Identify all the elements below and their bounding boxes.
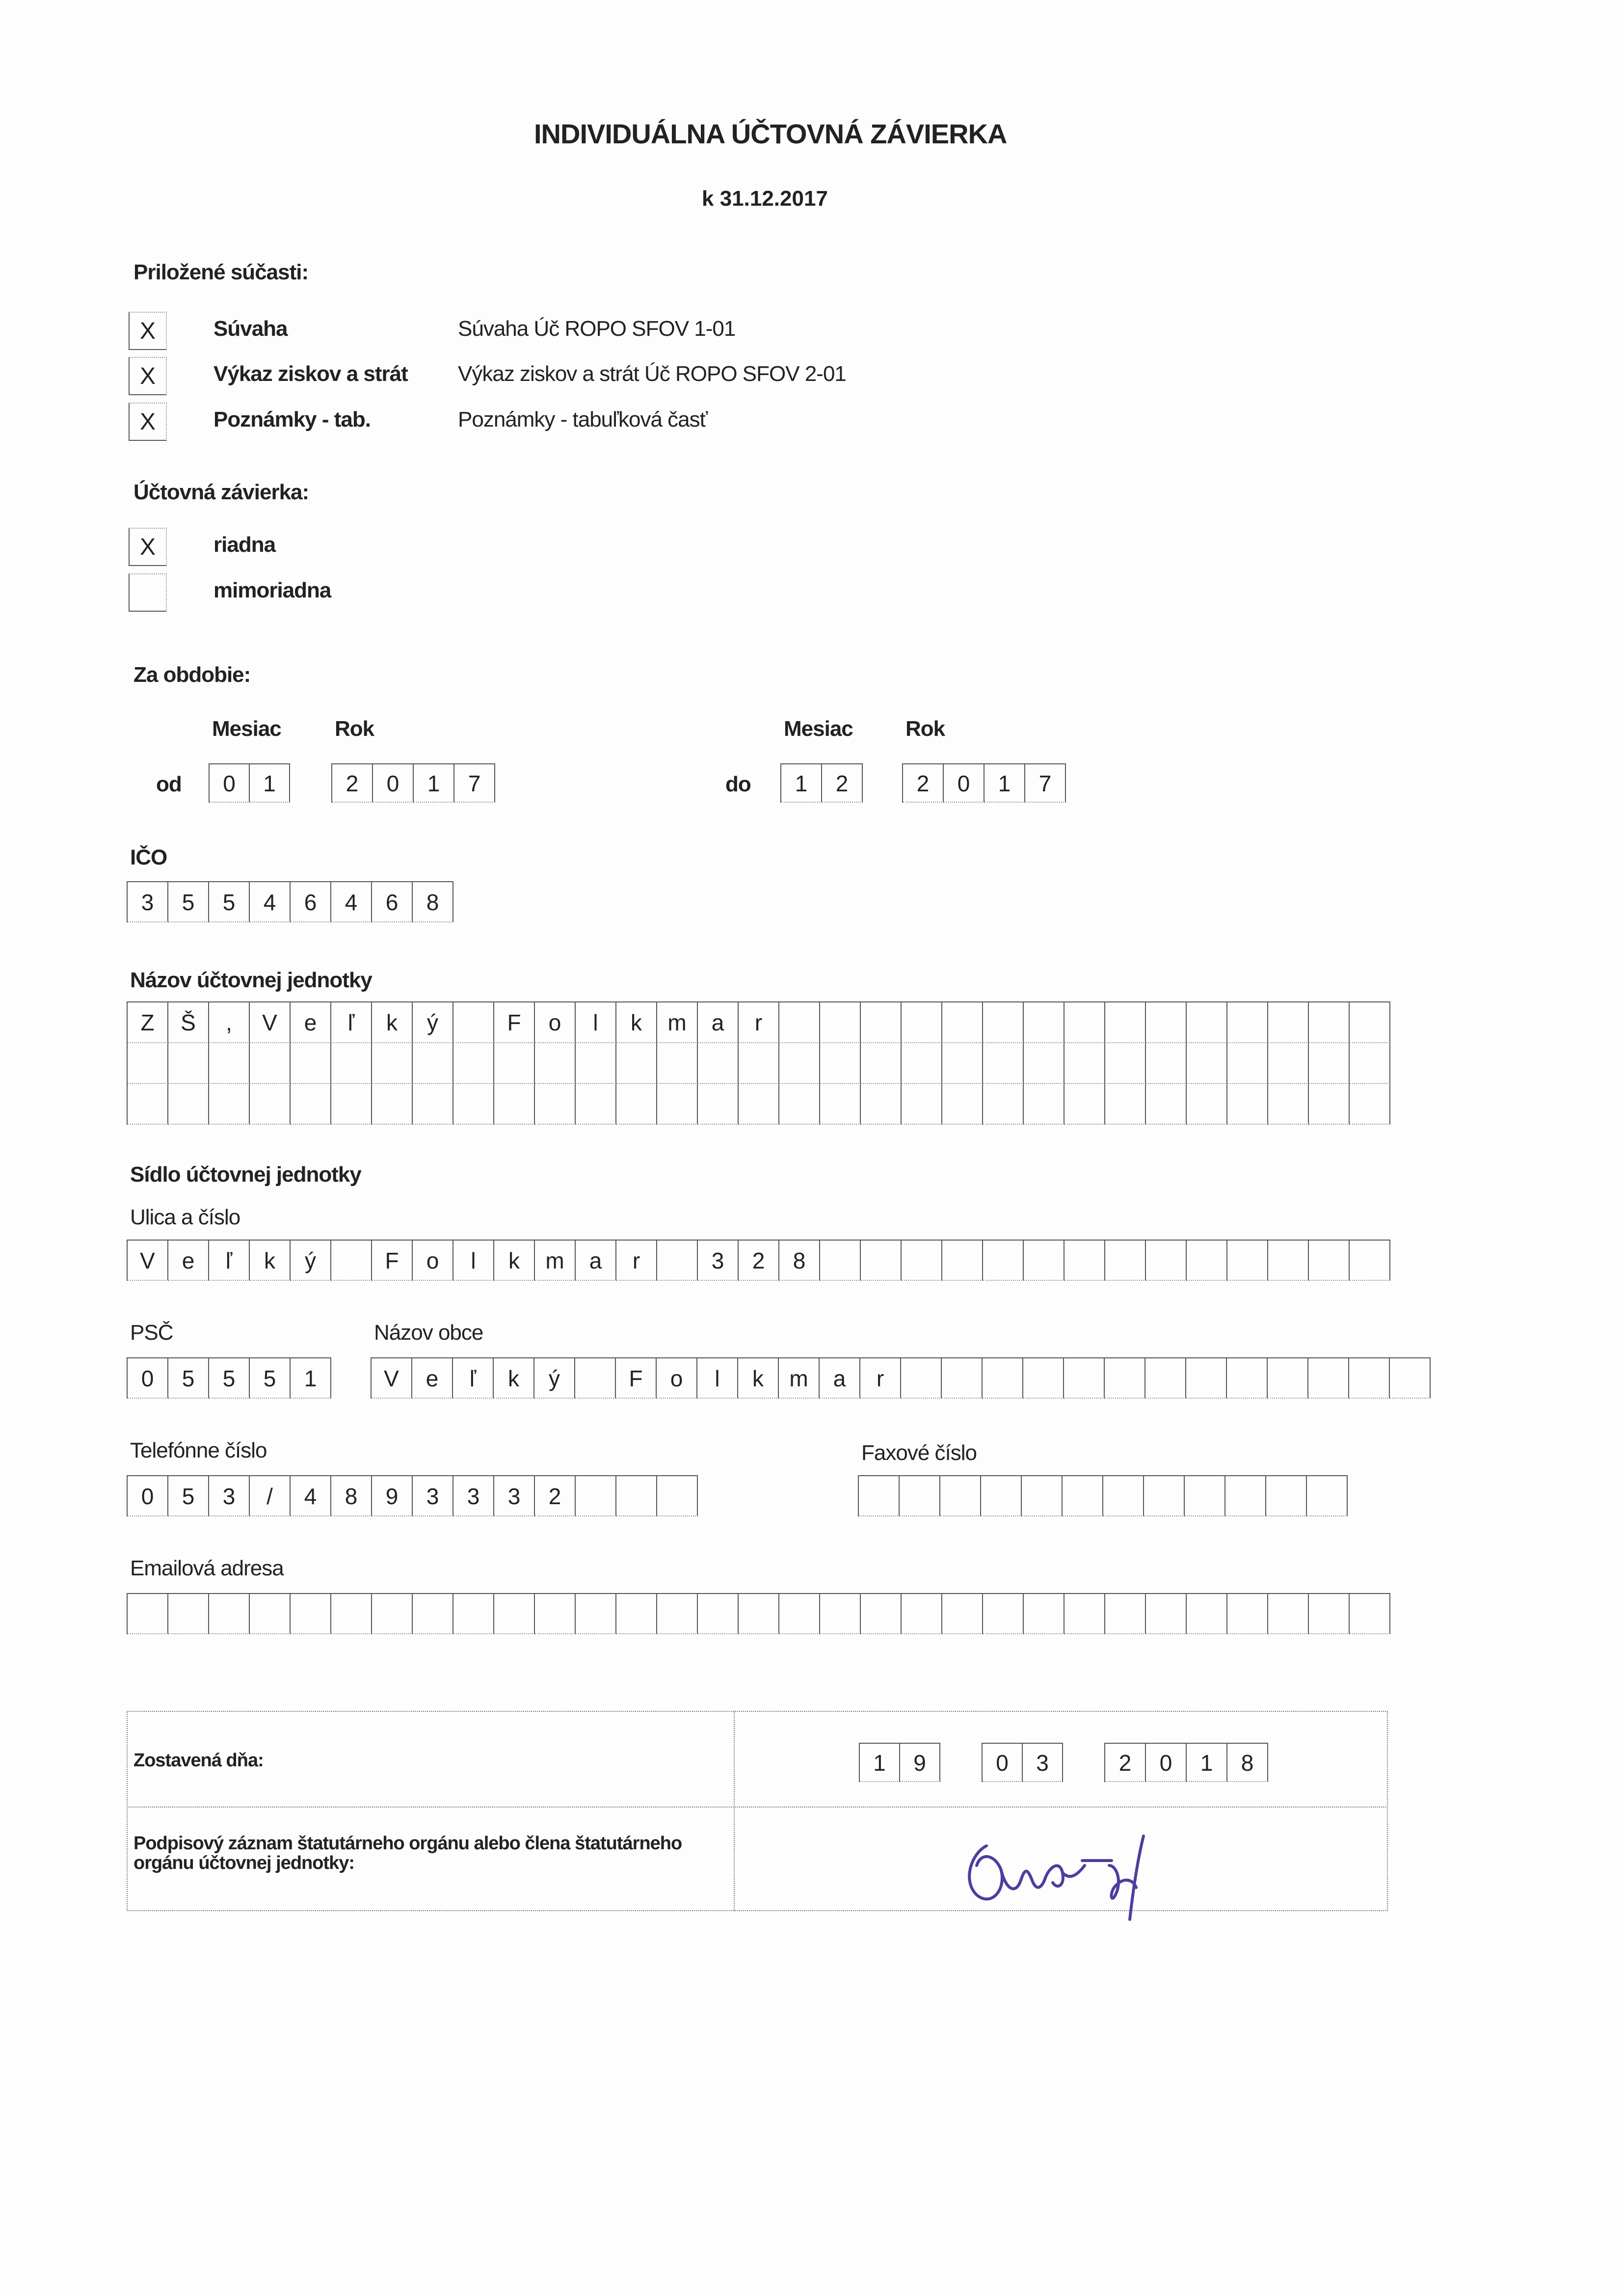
- ico-field-cell[interactable]: 6: [372, 882, 413, 922]
- street-field-cell[interactable]: 3: [698, 1241, 739, 1281]
- entity-name-field-cell[interactable]: [128, 1084, 168, 1125]
- entity-name-field-cell[interactable]: [250, 1084, 291, 1125]
- compiled-month-field-cell[interactable]: 0: [983, 1744, 1023, 1782]
- to-month-label: Mesiac: [784, 717, 853, 741]
- ico-field-cell[interactable]: 4: [250, 882, 291, 922]
- entity-name-field-cell[interactable]: [861, 1002, 902, 1043]
- entity-name-field-cell[interactable]: [1146, 1002, 1187, 1043]
- entity-name-field-cell[interactable]: [1105, 1043, 1146, 1084]
- entity-name-field-cell[interactable]: ,: [209, 1002, 250, 1043]
- signature-section-column-divider: [734, 1711, 735, 1911]
- period-heading: Za obdobie:: [133, 663, 251, 687]
- entity-name-field-cell[interactable]: [331, 1084, 372, 1125]
- street-field-cell[interactable]: [1309, 1241, 1350, 1281]
- entity-name-field-cell[interactable]: [779, 1002, 820, 1043]
- entity-name-field-cell[interactable]: l: [576, 1002, 616, 1043]
- compiled-year-field-cell[interactable]: 8: [1227, 1744, 1268, 1782]
- to-year-field-cell[interactable]: 7: [1025, 764, 1066, 803]
- email-field-cell[interactable]: [942, 1594, 983, 1634]
- ico-label: IČO: [130, 845, 167, 869]
- email-field-cell[interactable]: [698, 1594, 739, 1634]
- email-field-cell[interactable]: [576, 1594, 616, 1634]
- entity-name-field-cell[interactable]: [942, 1002, 983, 1043]
- entity-name-field-cell[interactable]: [820, 1002, 861, 1043]
- seat-label: Sídlo účtovnej jednotky: [130, 1162, 361, 1187]
- entity-name-field-cell[interactable]: [1350, 1084, 1390, 1125]
- city-field-cell[interactable]: [1268, 1358, 1308, 1399]
- entity-name-field-cell[interactable]: [453, 1002, 494, 1043]
- entity-name-field-cell[interactable]: [1350, 1043, 1390, 1084]
- email-field-cell[interactable]: [1146, 1594, 1187, 1634]
- entity-name-field-cell[interactable]: [535, 1043, 576, 1084]
- email-label: Emailová adresa: [130, 1556, 284, 1580]
- street-field-cell[interactable]: e: [168, 1241, 209, 1281]
- report-date: k 31.12.2017: [702, 187, 828, 211]
- street-field-cell[interactable]: [1064, 1241, 1105, 1281]
- email-field-cell[interactable]: [128, 1594, 168, 1634]
- to-label: do: [725, 772, 751, 796]
- compiled-month-field[interactable]: [982, 1743, 1063, 1782]
- email-field-cell[interactable]: [861, 1594, 902, 1634]
- to-year-label: Rok: [905, 717, 945, 741]
- entity-name-field-cell[interactable]: o: [535, 1002, 576, 1043]
- entity-name-field-cell[interactable]: [1309, 1002, 1350, 1043]
- phone-field-cell[interactable]: 2: [535, 1476, 576, 1516]
- street-field-cell[interactable]: [861, 1241, 902, 1281]
- email-field-cell[interactable]: [209, 1594, 250, 1634]
- entity-name-field-cell[interactable]: [1187, 1043, 1227, 1084]
- city-field-cell[interactable]: V: [372, 1358, 412, 1399]
- email-field-cell[interactable]: [168, 1594, 209, 1634]
- street-field-cell[interactable]: r: [616, 1241, 657, 1281]
- street-field-cell[interactable]: [1350, 1241, 1390, 1281]
- email-field-cell[interactable]: [494, 1594, 535, 1634]
- entity-name-field-cell[interactable]: [942, 1084, 983, 1125]
- street-field-cell[interactable]: k: [250, 1241, 291, 1281]
- email-field-cell[interactable]: [413, 1594, 453, 1634]
- attachment-name-notes: Poznámky - tab.: [213, 407, 371, 432]
- entity-name-field-cell[interactable]: [657, 1043, 698, 1084]
- entity-name-field-cell[interactable]: [902, 1043, 942, 1084]
- street-field-cell[interactable]: 2: [739, 1241, 779, 1281]
- street-field-cell[interactable]: a: [576, 1241, 616, 1281]
- city-field-cell[interactable]: [942, 1358, 983, 1399]
- phone-field[interactable]: [127, 1475, 698, 1516]
- entity-name-field-cell[interactable]: [983, 1002, 1024, 1043]
- city-field-cell[interactable]: [1349, 1358, 1390, 1399]
- email-field-cell[interactable]: [902, 1594, 942, 1634]
- entity-name-field-cell[interactable]: [291, 1043, 331, 1084]
- phone-label: Telefónne číslo: [130, 1438, 267, 1462]
- email-field-cell[interactable]: [250, 1594, 291, 1634]
- compiled-year-field-cell[interactable]: 2: [1105, 1744, 1146, 1782]
- entity-name-field-cell[interactable]: Š: [168, 1002, 209, 1043]
- street-field-cell[interactable]: k: [494, 1241, 535, 1281]
- compiled-day-field[interactable]: [859, 1743, 940, 1782]
- entity-name-field-cell[interactable]: a: [698, 1002, 739, 1043]
- entity-name-field-cell[interactable]: [1309, 1043, 1350, 1084]
- from-year-field-cell[interactable]: 0: [373, 764, 414, 803]
- entity-name-field-cell[interactable]: [779, 1043, 820, 1084]
- attachments-heading: Priložené súčasti:: [133, 260, 309, 284]
- statement-type-checkbox-extraordinary[interactable]: [129, 573, 167, 612]
- city-field-cell[interactable]: ý: [534, 1358, 575, 1399]
- street-field-cell[interactable]: m: [535, 1241, 576, 1281]
- fax-field-cell[interactable]: [900, 1476, 940, 1516]
- phone-field-cell[interactable]: 3: [413, 1476, 453, 1516]
- fax-label: Faxové číslo: [861, 1441, 977, 1465]
- entity-name-field-cell[interactable]: [779, 1084, 820, 1125]
- statement-type-heading: Účtovná závierka:: [133, 480, 309, 504]
- entity-name-field-cell[interactable]: ľ: [331, 1002, 372, 1043]
- to-month-field-cell[interactable]: 2: [822, 764, 863, 803]
- entity-name-field-cell[interactable]: [413, 1043, 453, 1084]
- signature-image: [947, 1807, 1202, 1934]
- email-field-cell[interactable]: [1187, 1594, 1227, 1634]
- attachment-checkbox-income-statement[interactable]: X: [129, 357, 167, 395]
- entity-name-field-cell[interactable]: [983, 1043, 1024, 1084]
- entity-name-field-cell[interactable]: [453, 1084, 494, 1125]
- entity-name-field-cell[interactable]: [1024, 1002, 1064, 1043]
- from-label: od: [156, 772, 182, 796]
- entity-name-field-cell[interactable]: [1227, 1043, 1268, 1084]
- postal-code-label: PSČ: [130, 1321, 173, 1345]
- ico-field-cell[interactable]: 6: [291, 882, 331, 922]
- entity-name-label: Názov účtovnej jednotky: [130, 968, 372, 992]
- street-field-cell[interactable]: 8: [779, 1241, 820, 1281]
- attachment-checkbox-balance-sheet[interactable]: X: [129, 312, 167, 350]
- attachment-desc-income-statement: Výkaz ziskov a strát Úč ROPO SFOV 2-01: [458, 362, 846, 386]
- entity-name-field-cell[interactable]: [1227, 1084, 1268, 1125]
- entity-name-field-cell[interactable]: [1064, 1043, 1105, 1084]
- attachment-desc-notes: Poznámky - tabuľková časť: [458, 407, 708, 432]
- city-label: Názov obce: [374, 1321, 483, 1345]
- entity-name-field-cell[interactable]: [331, 1043, 372, 1084]
- signature-ink: [969, 1836, 1144, 1919]
- email-field-cell[interactable]: [535, 1594, 576, 1634]
- entity-name-field[interactable]: [127, 1001, 1390, 1125]
- city-field-cell[interactable]: r: [860, 1358, 901, 1399]
- entity-name-field-cell[interactable]: [1146, 1084, 1187, 1125]
- entity-name-field-cell[interactable]: [820, 1043, 861, 1084]
- street-field-cell[interactable]: [983, 1241, 1024, 1281]
- city-field-cell[interactable]: F: [616, 1358, 657, 1399]
- email-field-cell[interactable]: [616, 1594, 657, 1634]
- email-field-cell[interactable]: [779, 1594, 820, 1634]
- entity-name-field-cell[interactable]: [250, 1043, 291, 1084]
- entity-name-field-cell[interactable]: ý: [413, 1002, 453, 1043]
- entity-name-field-cell[interactable]: k: [616, 1002, 657, 1043]
- attachment-name-balance-sheet: Súvaha: [213, 317, 288, 341]
- city-field-cell[interactable]: [1145, 1358, 1186, 1399]
- entity-name-field-cell[interactable]: [1350, 1002, 1390, 1043]
- fax-field-cell[interactable]: [1022, 1476, 1063, 1516]
- entity-name-field-cell[interactable]: [1024, 1043, 1064, 1084]
- entity-name-field-cell[interactable]: [942, 1043, 983, 1084]
- entity-name-field-cell[interactable]: [1187, 1084, 1227, 1125]
- phone-field-cell[interactable]: 4: [291, 1476, 331, 1516]
- document-title: INDIVIDUÁLNA ÚČTOVNÁ ZÁVIERKA: [534, 118, 1007, 149]
- to-year-field-cell[interactable]: 0: [944, 764, 984, 803]
- city-field-cell[interactable]: [1308, 1358, 1349, 1399]
- ico-field[interactable]: [127, 881, 453, 922]
- street-field-cell[interactable]: ľ: [209, 1241, 250, 1281]
- phone-field-cell[interactable]: [657, 1476, 698, 1516]
- entity-name-field-cell[interactable]: m: [657, 1002, 698, 1043]
- email-field-cell[interactable]: [983, 1594, 1024, 1634]
- postal-code-field[interactable]: [127, 1357, 331, 1399]
- entity-name-field-cell[interactable]: [1309, 1084, 1350, 1125]
- email-field-cell[interactable]: [1227, 1594, 1268, 1634]
- fax-field-cell[interactable]: [1144, 1476, 1185, 1516]
- entity-name-field-cell[interactable]: e: [291, 1002, 331, 1043]
- entity-name-field-cell[interactable]: [168, 1084, 209, 1125]
- ico-field-cell[interactable]: 4: [331, 882, 372, 922]
- postal-code-field-cell[interactable]: 5: [168, 1358, 209, 1399]
- city-field-cell[interactable]: m: [779, 1358, 820, 1399]
- postal-code-field-cell[interactable]: 1: [291, 1358, 331, 1399]
- attachment-name-income-statement: Výkaz ziskov a strát: [213, 362, 408, 386]
- to-year-field-cell[interactable]: 2: [903, 764, 944, 803]
- entity-name-field-cell[interactable]: [535, 1084, 576, 1125]
- email-field-cell[interactable]: [1309, 1594, 1350, 1634]
- fax-field-cell[interactable]: [1307, 1476, 1348, 1516]
- ico-field-cell[interactable]: 5: [168, 882, 209, 922]
- street-label: Ulica a číslo: [130, 1205, 240, 1229]
- street-field-cell[interactable]: [1105, 1241, 1146, 1281]
- entity-name-field-cell[interactable]: [209, 1084, 250, 1125]
- phone-field-cell[interactable]: [616, 1476, 657, 1516]
- email-field-cell[interactable]: [453, 1594, 494, 1634]
- entity-name-field-cell[interactable]: [291, 1084, 331, 1125]
- email-field[interactable]: [127, 1593, 1390, 1634]
- phone-field-cell[interactable]: 0: [128, 1476, 168, 1516]
- from-month-field-cell[interactable]: 0: [210, 764, 250, 803]
- entity-name-field-cell[interactable]: [1024, 1084, 1064, 1125]
- entity-name-field-cell[interactable]: [372, 1043, 413, 1084]
- ico-field-cell[interactable]: 8: [413, 882, 453, 922]
- entity-name-field-cell[interactable]: F: [494, 1002, 535, 1043]
- phone-field-cell[interactable]: 8: [331, 1476, 372, 1516]
- email-field-cell[interactable]: [739, 1594, 779, 1634]
- fax-field[interactable]: [858, 1475, 1348, 1516]
- fax-field-cell[interactable]: [1266, 1476, 1307, 1516]
- to-month-field-cell[interactable]: 1: [781, 764, 822, 803]
- entity-name-field-cell[interactable]: [576, 1084, 616, 1125]
- fax-field-cell[interactable]: [981, 1476, 1022, 1516]
- city-field-cell[interactable]: a: [820, 1358, 860, 1399]
- street-field-cell[interactable]: l: [453, 1241, 494, 1281]
- fax-field-cell[interactable]: [1185, 1476, 1225, 1516]
- entity-name-field-cell[interactable]: [128, 1043, 168, 1084]
- street-field-cell[interactable]: V: [128, 1241, 168, 1281]
- email-field-cell[interactable]: [1268, 1594, 1309, 1634]
- entity-name-field-cell[interactable]: r: [739, 1002, 779, 1043]
- fax-field-cell[interactable]: [940, 1476, 981, 1516]
- street-field-cell[interactable]: ý: [291, 1241, 331, 1281]
- entity-name-field-cell[interactable]: [616, 1043, 657, 1084]
- street-field-cell[interactable]: F: [372, 1241, 413, 1281]
- to-year-field-cell[interactable]: 1: [984, 764, 1025, 803]
- city-field-cell[interactable]: [1390, 1358, 1431, 1399]
- entity-name-field-cell[interactable]: [902, 1084, 942, 1125]
- phone-field-cell[interactable]: 3: [453, 1476, 494, 1516]
- entity-name-field-cell[interactable]: [372, 1084, 413, 1125]
- city-field-cell[interactable]: [1186, 1358, 1227, 1399]
- entity-name-field-cell[interactable]: [861, 1043, 902, 1084]
- city-field-cell[interactable]: l: [697, 1358, 738, 1399]
- entity-name-field-cell[interactable]: [1146, 1043, 1187, 1084]
- city-field-cell[interactable]: e: [412, 1358, 453, 1399]
- street-field-cell[interactable]: [1146, 1241, 1187, 1281]
- city-field[interactable]: [371, 1357, 1431, 1399]
- email-field-cell[interactable]: [1350, 1594, 1390, 1634]
- city-field-cell[interactable]: [983, 1358, 1023, 1399]
- entity-name-field-cell[interactable]: [902, 1002, 942, 1043]
- fax-field-cell[interactable]: [1063, 1476, 1103, 1516]
- street-field-cell[interactable]: [902, 1241, 942, 1281]
- from-month-field-cell[interactable]: 1: [250, 764, 290, 803]
- city-field-cell[interactable]: [1227, 1358, 1268, 1399]
- street-field-cell[interactable]: [820, 1241, 861, 1281]
- city-field-cell[interactable]: k: [494, 1358, 534, 1399]
- street-field-cell[interactable]: [331, 1241, 372, 1281]
- entity-name-field-cell[interactable]: [820, 1084, 861, 1125]
- street-field-cell[interactable]: [1227, 1241, 1268, 1281]
- entity-name-field-cell[interactable]: [1268, 1043, 1309, 1084]
- email-field-cell[interactable]: [1105, 1594, 1146, 1634]
- postal-code-field-cell[interactable]: 5: [250, 1358, 291, 1399]
- entity-name-field-cell[interactable]: [1105, 1084, 1146, 1125]
- compiled-year-field-cell[interactable]: 1: [1187, 1744, 1227, 1782]
- street-field[interactable]: [127, 1240, 1390, 1281]
- entity-name-field-cell[interactable]: [1064, 1084, 1105, 1125]
- city-field-cell[interactable]: [575, 1358, 616, 1399]
- entity-name-field-cell[interactable]: Z: [128, 1002, 168, 1043]
- from-year-field-cell[interactable]: 7: [454, 764, 495, 803]
- email-field-cell[interactable]: [657, 1594, 698, 1634]
- email-field-cell[interactable]: [291, 1594, 331, 1634]
- entity-name-field-cell[interactable]: [576, 1043, 616, 1084]
- compiled-year-field-cell[interactable]: 0: [1146, 1744, 1187, 1782]
- phone-field-cell[interactable]: 3: [209, 1476, 250, 1516]
- city-field-cell[interactable]: [1023, 1358, 1064, 1399]
- from-year-field-cell[interactable]: 2: [332, 764, 373, 803]
- city-field-cell[interactable]: [901, 1358, 942, 1399]
- fax-field-cell[interactable]: [1225, 1476, 1266, 1516]
- fax-field-cell[interactable]: [1103, 1476, 1144, 1516]
- entity-name-field-cell[interactable]: V: [250, 1002, 291, 1043]
- email-field-cell[interactable]: [372, 1594, 413, 1634]
- street-field-cell[interactable]: [1187, 1241, 1227, 1281]
- street-field-cell[interactable]: [1268, 1241, 1309, 1281]
- entity-name-field-cell[interactable]: [739, 1084, 779, 1125]
- entity-name-field-cell[interactable]: [209, 1043, 250, 1084]
- phone-field-cell[interactable]: [576, 1476, 616, 1516]
- entity-name-field-cell[interactable]: [1227, 1002, 1268, 1043]
- statement-type-label-extraordinary: mimoriadna: [213, 578, 331, 602]
- street-field-cell[interactable]: [1024, 1241, 1064, 1281]
- compiled-year-field[interactable]: [1104, 1743, 1268, 1782]
- email-field-cell[interactable]: [820, 1594, 861, 1634]
- entity-name-field-cell[interactable]: [413, 1084, 453, 1125]
- from-year-field[interactable]: [331, 763, 495, 803]
- entity-name-field-cell[interactable]: k: [372, 1002, 413, 1043]
- attachment-checkbox-notes[interactable]: X: [129, 403, 167, 441]
- from-month-field[interactable]: [209, 763, 290, 803]
- to-month-field[interactable]: [780, 763, 863, 803]
- entity-name-field-cell[interactable]: [861, 1084, 902, 1125]
- from-year-field-cell[interactable]: 1: [414, 764, 454, 803]
- entity-name-field-cell[interactable]: [698, 1084, 739, 1125]
- email-field-cell[interactable]: [331, 1594, 372, 1634]
- city-field-cell[interactable]: ľ: [453, 1358, 494, 1399]
- city-field-cell[interactable]: [1064, 1358, 1105, 1399]
- street-field-cell[interactable]: [942, 1241, 983, 1281]
- entity-name-field-cell[interactable]: [1268, 1002, 1309, 1043]
- entity-name-field-cell[interactable]: [168, 1043, 209, 1084]
- phone-field-cell[interactable]: 9: [372, 1476, 413, 1516]
- entity-name-field-cell[interactable]: [616, 1084, 657, 1125]
- fax-field-cell[interactable]: [859, 1476, 900, 1516]
- entity-name-field-cell[interactable]: [698, 1043, 739, 1084]
- phone-field-cell[interactable]: 3: [494, 1476, 535, 1516]
- to-year-field[interactable]: [902, 763, 1066, 803]
- entity-name-field-cell[interactable]: [983, 1084, 1024, 1125]
- entity-name-field-cell[interactable]: [453, 1043, 494, 1084]
- entity-name-field-cell[interactable]: [1105, 1002, 1146, 1043]
- ico-field-cell[interactable]: 5: [209, 882, 250, 922]
- from-year-label: Rok: [335, 717, 374, 741]
- compiled-day-field-cell[interactable]: 9: [900, 1744, 940, 1782]
- attachment-desc-balance-sheet: Súvaha Úč ROPO SFOV 1-01: [458, 317, 736, 341]
- postal-code-field-cell[interactable]: 5: [209, 1358, 250, 1399]
- email-field-cell[interactable]: [1064, 1594, 1105, 1634]
- from-month-label: Mesiac: [212, 717, 281, 741]
- email-field-cell[interactable]: [1024, 1594, 1064, 1634]
- ico-field-cell[interactable]: 3: [128, 882, 168, 922]
- entity-name-field-cell[interactable]: [1064, 1002, 1105, 1043]
- phone-field-cell[interactable]: /: [250, 1476, 291, 1516]
- entity-name-field-cell[interactable]: [657, 1084, 698, 1125]
- statement-type-checkbox-regular[interactable]: X: [129, 528, 167, 566]
- street-field-cell[interactable]: [657, 1241, 698, 1281]
- city-field-cell[interactable]: o: [657, 1358, 697, 1399]
- compiled-day-field-cell[interactable]: 1: [860, 1744, 900, 1782]
- postal-code-field-cell[interactable]: 0: [128, 1358, 168, 1399]
- street-field-cell[interactable]: o: [413, 1241, 453, 1281]
- entity-name-field-cell[interactable]: [1268, 1084, 1309, 1125]
- compiled-date-label: Zostavená dňa:: [133, 1750, 264, 1771]
- entity-name-field-cell[interactable]: [494, 1084, 535, 1125]
- compiled-month-field-cell[interactable]: 3: [1023, 1744, 1063, 1782]
- city-field-cell[interactable]: [1105, 1358, 1145, 1399]
- statement-type-label-regular: riadna: [213, 533, 276, 557]
- phone-field-cell[interactable]: 5: [168, 1476, 209, 1516]
- city-field-cell[interactable]: k: [738, 1358, 779, 1399]
- entity-name-field-cell[interactable]: [739, 1043, 779, 1084]
- entity-name-field-cell[interactable]: [494, 1043, 535, 1084]
- entity-name-field-cell[interactable]: [1187, 1002, 1227, 1043]
- signature-label: Podpisový záznam štatutárneho orgánu alebo člena štatutárneho orgánu účtovnej jednotky:: [133, 1833, 682, 1873]
